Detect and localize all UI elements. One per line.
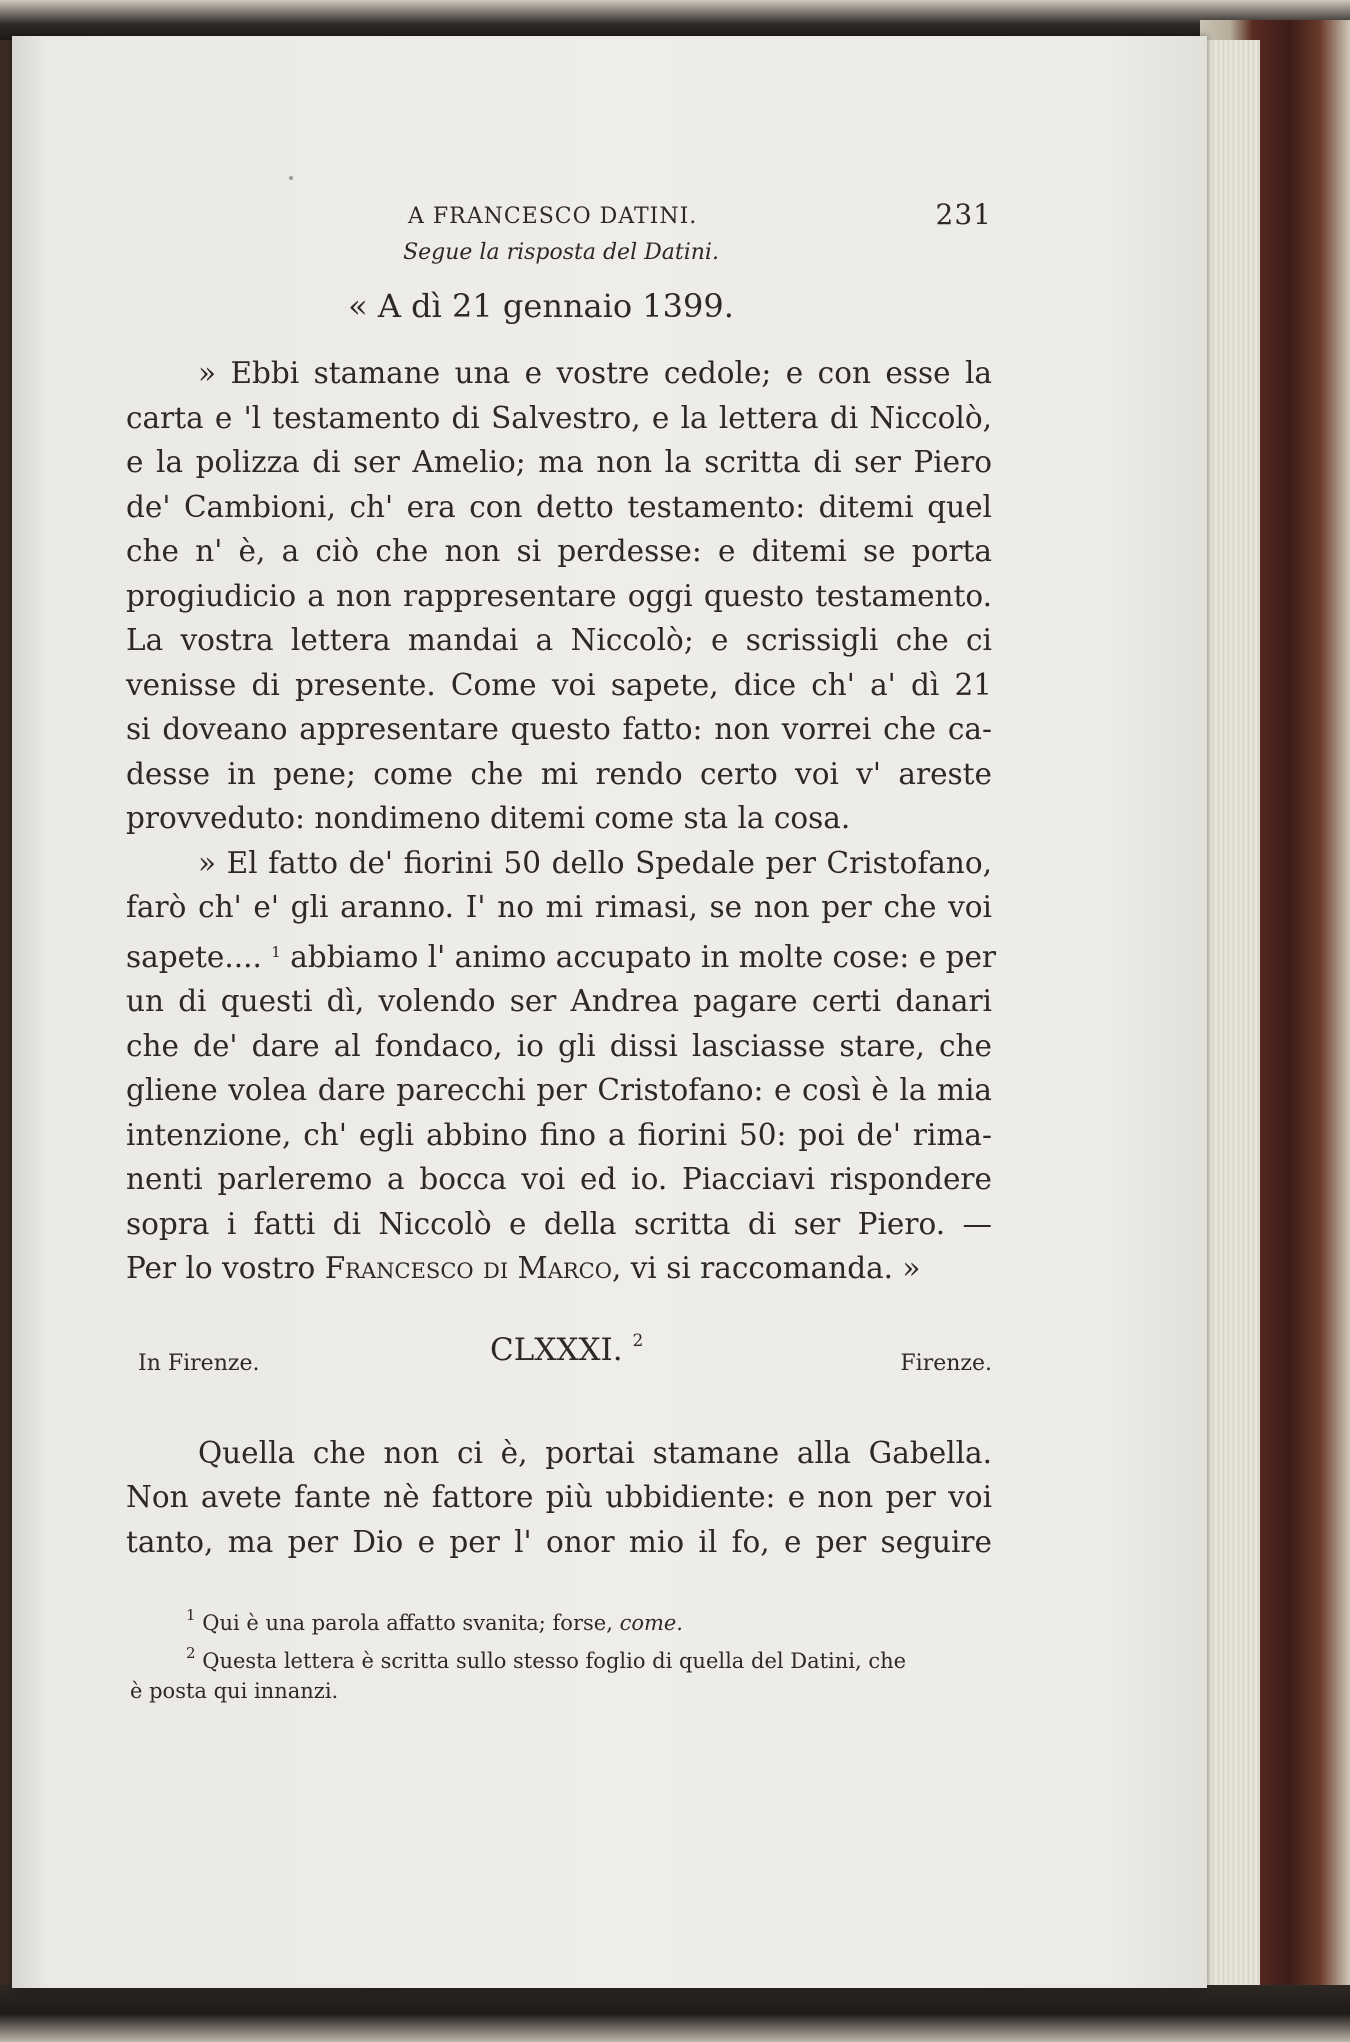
page-content: [126, 186, 997, 1706]
text-line: tanto, ma per Dio e per l' onor mio il fo, e per seguire: [126, 1524, 992, 1559]
footnote-1: [186, 1600, 992, 1638]
text-line: » El fatto de' fiorini 50 dello Spedale per Cristofano,: [198, 845, 992, 880]
text-line: La vostra lettera mandai a Niccolò; e scrissigli che ci: [126, 623, 992, 657]
reply-heading: Segue la risposta del Datini.: [403, 240, 719, 265]
date-line: « A dì 21 gennaio 1399.: [348, 287, 734, 325]
text-fragment: abbiamo l' animo accupato in molte cose: e per: [290, 939, 997, 974]
text-line: de' Cambioni, ch' era con detto testamento: ditemi quel: [126, 489, 992, 524]
book-top-edge: [0, 0, 1350, 40]
footnotes: [130, 1600, 992, 1706]
text-line: Quella che non ci è, portai stamane alla Gabella.: [198, 1435, 992, 1470]
running-title: A FRANCESCO DATINI.: [408, 204, 698, 229]
letter-181-body: [126, 1431, 992, 1565]
text-fragment: , vi si raccomanda. »: [611, 1251, 921, 1285]
text-line: intenzione, ch' egli abbino fino a fiorini 50: poi de' rima-: [126, 1117, 992, 1152]
footnote-mark: 1: [186, 1606, 196, 1624]
text-line: sopra i fatti di Niccolò e della scritta di ser Piero. —: [126, 1206, 992, 1241]
footnote-2-continued: è posta qui innanzi.: [130, 1679, 339, 1703]
footnote-italic: come.: [619, 1611, 683, 1635]
text-line: carta e 'l testamento di Salvestro, e la lettera di Niccolò,: [126, 400, 992, 435]
letter-heading: [130, 1331, 992, 1391]
facing-page-bleed: [12, 236, 26, 1786]
letter-origin: In Firenze.: [138, 1350, 260, 1376]
text-line: progiudicio a non rappresentare oggi questo testamento.: [126, 578, 992, 613]
footnote-ref: 1: [271, 942, 281, 961]
text-line: Non avete fante nè fattore più ubbidiente: e non per voi: [126, 1480, 992, 1514]
text-fragment: Per lo vostro: [126, 1251, 316, 1285]
ink-speck: [289, 176, 293, 180]
text-line: che de' dare al fondaco, io gli dissi lasciasse stare, che: [126, 1028, 992, 1063]
footnote-text: Qui è una parola affatto svanita; forse,: [202, 1611, 613, 1635]
footnote-mark: 2: [186, 1644, 196, 1662]
letter-destination: Firenze.: [900, 1350, 992, 1376]
footnote-2: [186, 1638, 992, 1676]
text-line: [126, 1246, 992, 1291]
text-line: farò ch' e' gli aranno. I' no mi rimasi, se non per che voi: [126, 890, 992, 924]
signature-name: Francesco di Marco: [324, 1251, 612, 1285]
running-head: [130, 186, 992, 230]
footnote-ref: 2: [632, 1330, 644, 1351]
letter-number-text: CLXXXI.: [490, 1331, 623, 1368]
text-line: provveduto: nondimeno ditemi come sta la cosa.: [126, 801, 851, 835]
letter-body: [126, 351, 997, 1291]
book-bottom-edge: [0, 1985, 1350, 2042]
text-line: che n' è, a ciò che non si perdesse: e ditemi se porta: [126, 534, 992, 568]
text-line: desse in pene; come che mi rendo certo voi v' areste: [126, 756, 992, 791]
text-line: un di questi dì, volendo ser Andrea pagare certi danari: [126, 984, 992, 1018]
text-line: si doveano appresentare questo fatto: non vorrei che ca-: [126, 712, 992, 746]
letter-number: [490, 1331, 643, 1368]
text-line: nenti parleremo a bocca voi ed io. Piacciavi rispondere: [126, 1162, 992, 1196]
book-page: [12, 36, 1207, 1988]
text-line: gliene volea dare parecchi per Cristofano: e così è la mia: [126, 1073, 992, 1107]
paragraph-1: [126, 351, 992, 841]
footnote-text: Questa lettera è scritta sullo stesso foglio di quella del Datini, che: [202, 1649, 907, 1673]
text-line: venisse di presente. Come voi sapete, dice ch' a' dì 21: [126, 667, 992, 702]
paragraph-2: [126, 841, 997, 1291]
text-line: e la polizza di ser Amelio; ma non la scritta di ser Piero: [126, 445, 992, 479]
text-line: » Ebbi stamane una e vostre cedole; e con esse la: [198, 356, 992, 390]
text-line: [126, 930, 997, 980]
text-fragment: sapete....: [126, 939, 262, 974]
page-number: 231: [935, 198, 992, 231]
